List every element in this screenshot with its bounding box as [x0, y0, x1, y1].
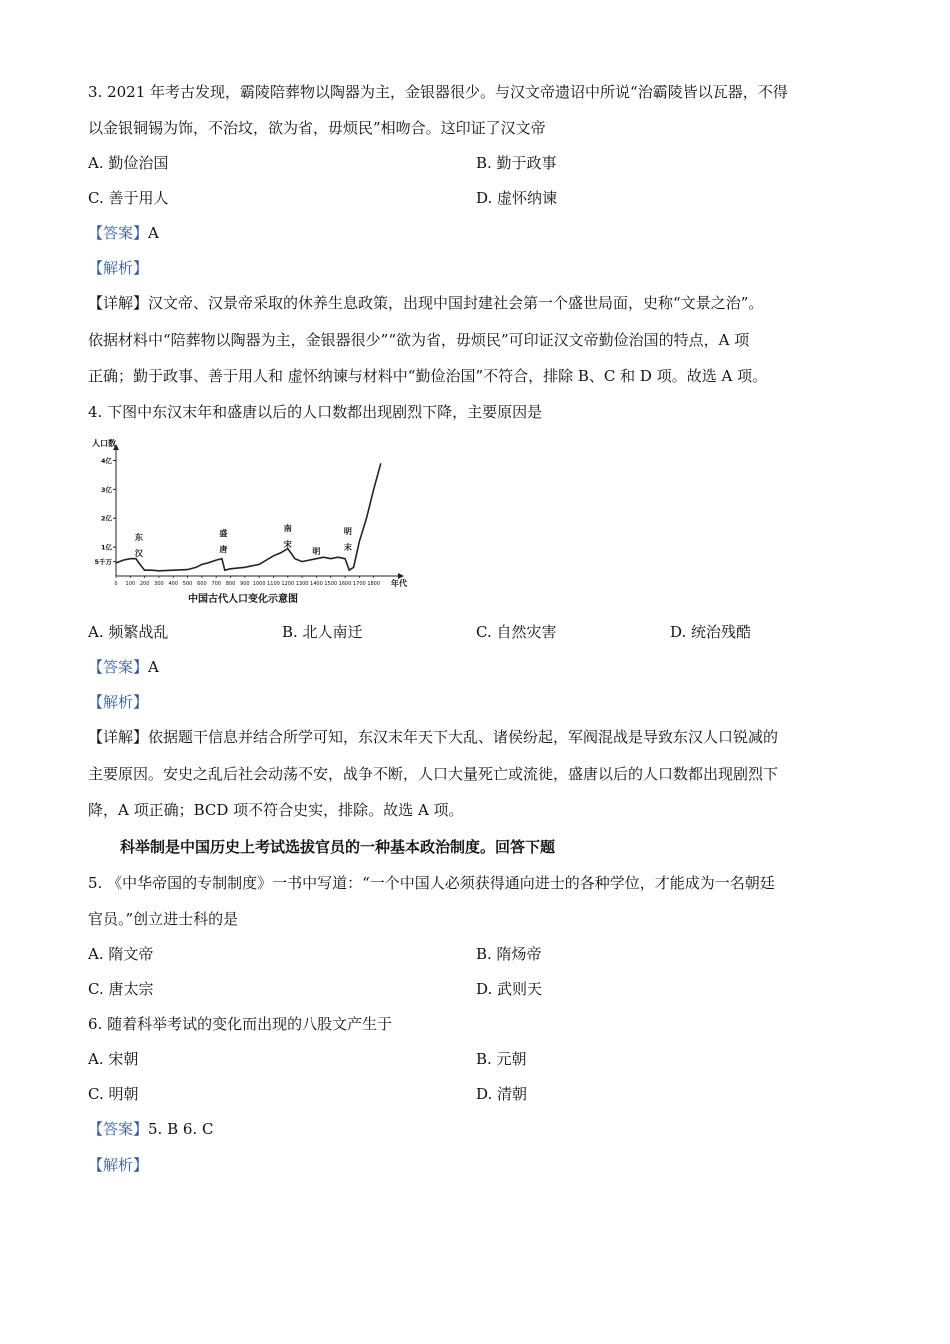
- chart-x-ticks: [114, 576, 380, 587]
- x-tick-label: 800: [225, 581, 236, 587]
- q4-stem: 4. 下图中东汉末年和盛唐以后的人口数都出现剧烈下降，主要原因是: [88, 403, 543, 421]
- population-chart: [88, 436, 418, 606]
- annotation-char: 末: [343, 543, 352, 552]
- analysis-tag: 【解析】: [88, 259, 149, 277]
- x-tick-label: 1700: [353, 581, 366, 587]
- x-tick-label: 1200: [281, 581, 295, 587]
- q4-detail-line-2: 主要原因。安史之乱后社会动荡不安，战争不断，人口大量死亡或流徙，盛唐以后的人口数都出现剧烈下: [88, 765, 779, 783]
- y-tick-label: 1亿: [100, 543, 112, 552]
- q5-stem-line-1: 5. 《中华帝国的专制制度》一书中写道：“一个中国人必须获得通向进士的各种学位，才能成为一名朝廷: [88, 874, 775, 892]
- x-tick-label: 1600: [338, 581, 352, 587]
- annotation-label: [284, 523, 292, 549]
- q4-option-b: B. 北人南迁: [282, 623, 363, 641]
- annotation-label: [344, 527, 352, 552]
- annotation-char: 明: [312, 547, 321, 556]
- x-tick-label: 300: [154, 581, 164, 587]
- q4-option-a: A. 频繁战乱: [88, 623, 169, 641]
- chart-y-ticks: [94, 456, 116, 566]
- annotation-label: [219, 528, 227, 554]
- q5-stem-line-2: 官员。”创立进士科的是: [88, 910, 239, 928]
- q3-option-c: C. 善于用人: [88, 189, 169, 207]
- annotation-char: 汉: [134, 549, 143, 558]
- q5-option-c: C. 唐太宗: [88, 980, 154, 998]
- q4-option-d: D. 统治残酷: [670, 623, 752, 641]
- q3-option-a: A. 勤俭治国: [88, 154, 169, 172]
- detail-tag: 【详解】: [88, 728, 149, 746]
- x-tick-label: 1800: [367, 581, 381, 587]
- q3-option-b: B. 勤于政事: [476, 154, 557, 172]
- q3-option-d: D. 虚怀纳谏: [476, 189, 558, 207]
- q3-analysis: [88, 258, 868, 278]
- detail-tag: 【详解】: [88, 294, 149, 312]
- x-tick-label: 100: [125, 581, 136, 587]
- q3-stem-line-2: 以金银铜锡为饰，不治坟，欲为省，毋烦民”相吻合。这印证了汉文帝: [88, 119, 546, 137]
- q5-option-a: A. 隋文帝: [88, 945, 154, 963]
- x-tick-label: 400: [168, 581, 179, 587]
- y-tick-label: 3亿: [100, 485, 112, 494]
- x-tick-label: 900: [240, 581, 250, 587]
- q5-option-d: D. 武则天: [476, 980, 543, 998]
- q3-detail-line-3: 正确；勤于政事、善于用人和 虚怀纳谏与材料中“勤俭治国”不符合，排除 B、C 和 D 项。故选 A 项。: [88, 367, 768, 385]
- population-series-line: [116, 463, 381, 571]
- annotation-char: 盛: [219, 529, 228, 538]
- analysis-tag: 【解析】: [88, 693, 149, 711]
- q6-answer: [88, 1119, 868, 1139]
- q6-option-a: A. 宋朝: [88, 1050, 139, 1068]
- q4-detail-line-1: [88, 727, 868, 747]
- q4-answer: [88, 657, 868, 677]
- annotation-char: 明: [343, 527, 352, 536]
- annotation-char: 宋: [283, 540, 292, 549]
- q6-analysis: [88, 1155, 868, 1175]
- answer-value: A: [148, 658, 159, 676]
- analysis-tag: 【解析】: [88, 1156, 149, 1174]
- detail-text: 依据题干信息并结合所学可知，东汉末年天下大乱、诸侯纷起，军阀混战是导致东汉人口锐减的: [148, 728, 779, 746]
- q3-detail-line-2: 依据材料中“陪葬物以陶器为主，金银器很少”“欲为省，毋烦民”可印证汉文帝勤俭治国的特点，A 项: [88, 331, 750, 349]
- y-tick-label: 2亿: [100, 514, 112, 523]
- x-tick-label: 600: [197, 581, 207, 587]
- answer-tag: 【答案】: [88, 224, 149, 242]
- chart-title: 中国古代人口变化示意图: [188, 594, 298, 605]
- chart-axes: [113, 444, 404, 579]
- q6-stem: 6. 随着科举考试的变化而出现的八股文产生于: [88, 1015, 393, 1033]
- answer-value: 5. B 6. C: [148, 1120, 214, 1138]
- answer-tag: 【答案】: [88, 658, 149, 676]
- y-tick-label: 4亿: [100, 456, 112, 465]
- x-tick-label: 500: [182, 581, 193, 587]
- x-tick-label: 1300: [295, 581, 309, 587]
- x-tick-label: 200: [139, 581, 150, 587]
- chart-y-label: 人口数: [92, 439, 116, 448]
- annotation-label: [135, 532, 144, 558]
- q4-detail-line-3: 降，A 项正确；BCD 项不符合史实，排除。故选 A 项。: [88, 801, 464, 819]
- x-tick-label: 1000: [252, 581, 266, 587]
- y-tick-label: 5千万: [94, 558, 112, 567]
- q3-stem-line-1: 3. 2021 年考古发现，霸陵陪葬物以陶器为主，金银器很少。与汉文帝遗诏中所说“治霸陵皆以瓦器，不得: [88, 83, 788, 101]
- annotation-char: 东: [134, 533, 143, 542]
- passage-intro: 科举制是中国历史上考试选拔官员的一种基本政治制度。回答下题: [120, 838, 556, 856]
- q4-option-c: C. 自然灾害: [476, 623, 557, 641]
- x-tick-label: 1500: [324, 581, 338, 587]
- chart-annotations: [135, 523, 352, 558]
- annotation-char: 唐: [219, 545, 228, 554]
- x-tick-label: 700: [211, 581, 221, 587]
- q6-option-d: D. 清朝: [476, 1085, 528, 1103]
- annotation-label: [312, 547, 320, 556]
- q6-option-c: C. 明朝: [88, 1085, 139, 1103]
- q5-option-b: B. 隋炀帝: [476, 945, 542, 963]
- annotation-char: 南: [283, 524, 292, 533]
- answer-tag: 【答案】: [88, 1120, 149, 1138]
- answer-value: A: [148, 224, 159, 242]
- x-tick-label: 0: [114, 581, 118, 587]
- detail-text: 汉文帝、汉景帝采取的休养生息政策，出现中国封建社会第一个盛世局面，史称“文景之治”。: [148, 294, 764, 312]
- x-tick-label: 1400: [310, 581, 323, 587]
- q3-answer: [88, 223, 868, 243]
- x-tick-label: 1100: [267, 581, 280, 587]
- q4-analysis: [88, 692, 868, 712]
- chart-x-label: 年代: [391, 579, 407, 588]
- q6-option-b: B. 元朝: [476, 1050, 527, 1068]
- q3-detail-line-1: [88, 293, 868, 313]
